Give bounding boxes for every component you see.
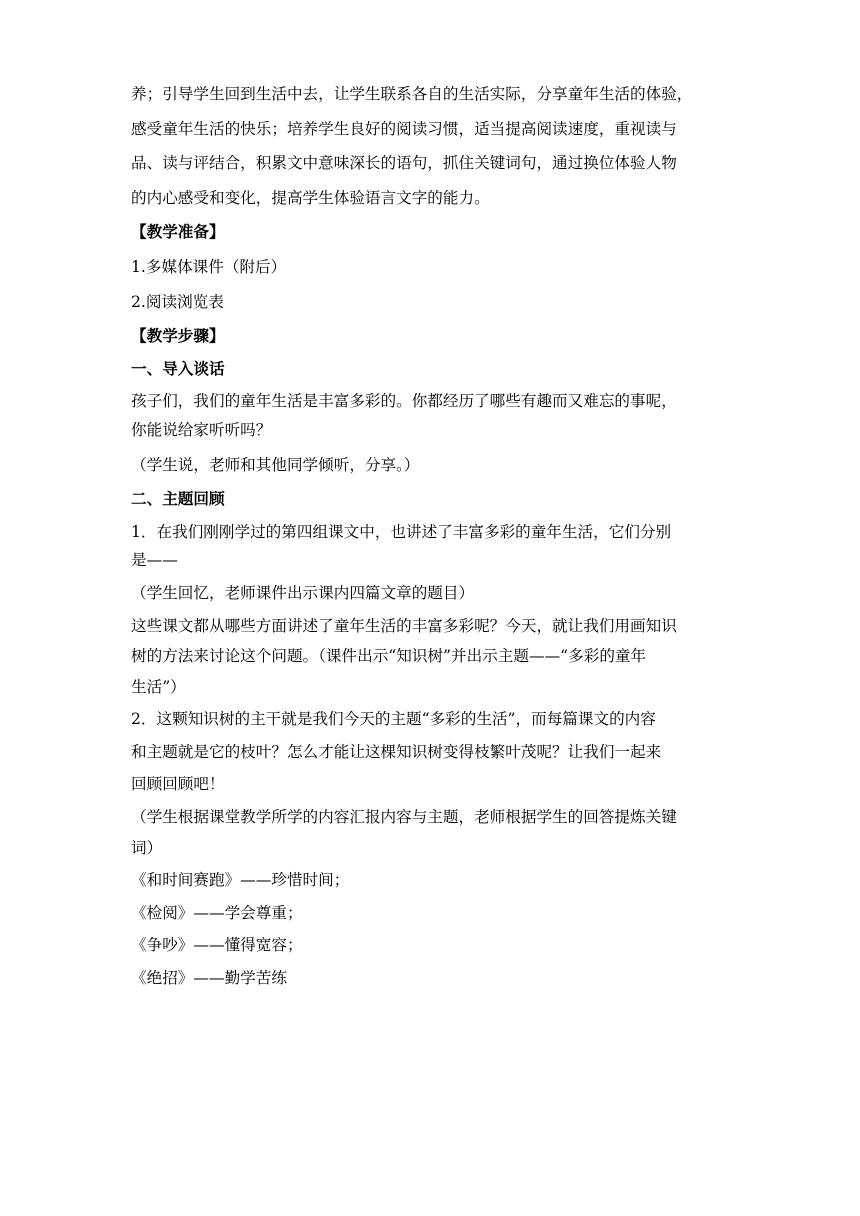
section-2-p1-line-1: 1．在我们刚刚学过的第四组课文中，也讲述了丰富多彩的童年生活，它们分别 — [131, 522, 672, 541]
section-1-paragraph — [131, 387, 733, 444]
section-1-line-2: 你能说给家听听吗？ — [131, 420, 272, 439]
section-2-p3-line-2: 和主题就是它的枝叶？怎么才能让这棵知识树变得枝繁叶茂呢？让我们一起来 — [131, 742, 662, 761]
intro-line-4: 的内心感受和变化，提高学生体验语言文字的能力。 — [131, 188, 490, 207]
teaching-prep-heading: 【教学准备】 — [131, 223, 225, 242]
intro-line-1: 养；引导学生回到生活中去，让学生联系各自的生活实际，分享童年生活的体验， — [131, 85, 693, 103]
document-page — [131, 80, 733, 997]
section-2-note2-line-1: （学生根据课堂教学所学的内容汇报内容与主题，老师根据学生的回答提炼关键 — [131, 808, 677, 827]
intro-line-2: 感受童年生活的快乐；培养学生良好的阅读习惯，适当提高阅读速度，重视读与 — [131, 119, 677, 138]
section-2-p2-line-1: 这些课文都从哪些方面讲述了童年生活的丰富多彩呢？今天，就让我们用画知识 — [131, 616, 677, 635]
section-1-line-1: 孩子们，我们的童年生活是丰富多彩的。你都经历了哪些有趣而又难忘的事呢， — [131, 392, 677, 411]
section-2-heading: 二、主题回顾 — [131, 490, 225, 509]
lesson-item-3: 《争吵》——懂得宽容； — [131, 936, 303, 955]
section-2-paragraph-2 — [131, 612, 733, 702]
lesson-item-4: 《绝招》——勤学苦练 — [131, 969, 287, 988]
intro-line-3: 品、读与评结合，积累文中意味深长的语句，抓住关键词句，通过换位体验人物 — [131, 154, 677, 173]
teaching-steps-heading: 【教学步骤】 — [131, 327, 225, 346]
prep-item-1: 1.多媒体课件（附后） — [131, 257, 287, 276]
section-2-paragraph-1 — [131, 518, 733, 575]
section-2-note-1: （学生回忆，老师课件出示课内四篇文章的题目） — [131, 583, 475, 602]
intro-paragraph — [131, 80, 733, 212]
section-2-paragraph-3 — [131, 705, 733, 799]
prep-item-2: 2.阅读浏览表 — [131, 292, 224, 311]
section-2-note-2 — [131, 803, 733, 862]
section-2-p2-line-3: 生活”） — [131, 677, 186, 696]
section-1-heading: 一、导入谈话 — [131, 359, 225, 378]
section-2-note2-line-2: 词） — [131, 838, 163, 857]
section-2-p2-line-2: 树的方法来讨论这个问题。（课件出示“知识树”并出示主题——“多彩的童年 — [131, 647, 647, 666]
section-2-p3-line-1: 2．这颗知识树的主干就是我们今天的主题“多彩的生活”，而每篇课文的内容 — [131, 710, 656, 729]
lesson-item-1: 《和时间赛跑》——珍惜时间； — [131, 871, 350, 890]
lesson-item-2: 《检阅》——学会尊重； — [131, 903, 303, 922]
section-2-p3-line-3: 回顾回顾吧！ — [131, 775, 225, 794]
section-2-p1-line-2: 是—— — [131, 551, 178, 570]
section-1-note: （学生说，老师和其他同学倾听，分享。） — [131, 455, 420, 474]
